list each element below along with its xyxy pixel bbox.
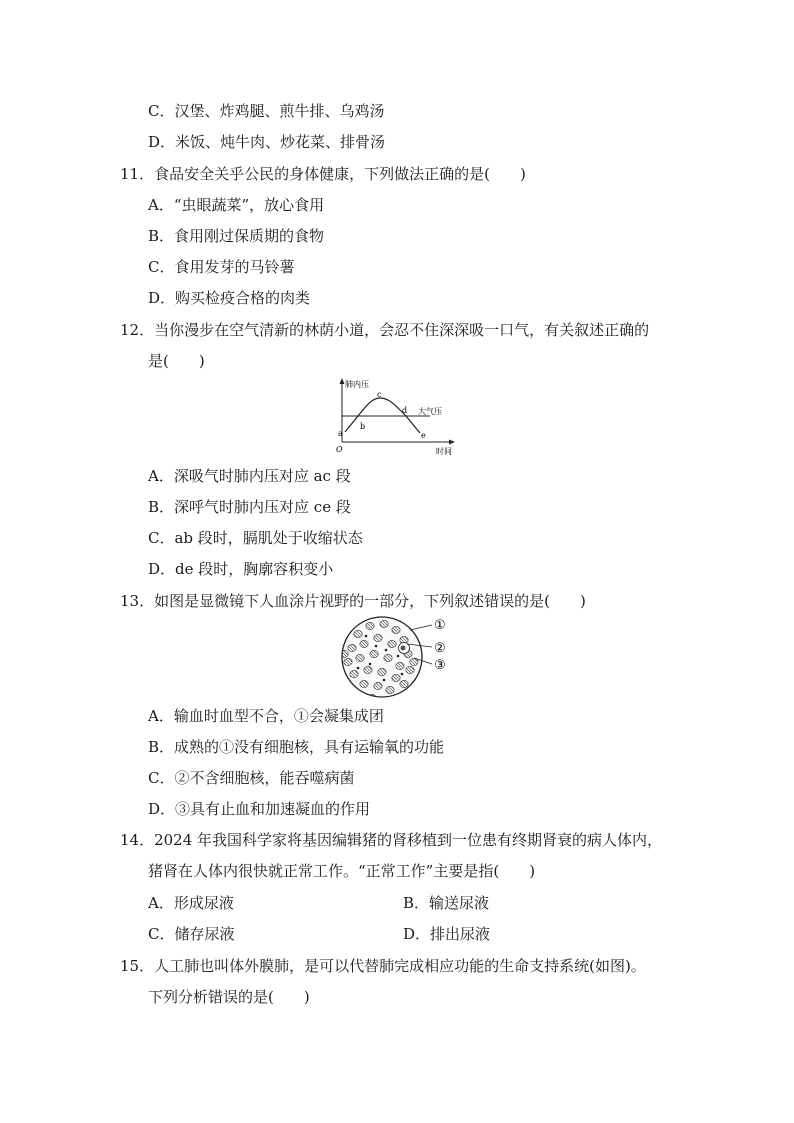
q13-option-b: B．成熟的①没有细胞核，具有运输氧的功能 xyxy=(148,738,445,756)
red-blood-cell xyxy=(392,626,400,633)
q14-option-b: B．输送尿液 xyxy=(403,894,490,912)
white-blood-cell-nucleus xyxy=(401,646,406,651)
point-d: d xyxy=(402,406,408,415)
red-blood-cell xyxy=(374,634,382,641)
x-axis-label: 时间 xyxy=(436,447,452,456)
red-blood-cell xyxy=(348,644,356,651)
q11-option-c: C．食用发芽的马铃薯 xyxy=(148,258,295,276)
red-blood-cell xyxy=(360,640,368,647)
q12-option-a: A．深吸气时肺内压对应 ac 段 xyxy=(148,467,351,485)
q15-stem-line1: 15．人工肺也叫体外膜肺，是可以代替肺完成相应功能的生命支持系统(如图)。 xyxy=(120,957,646,975)
point-e: e xyxy=(421,431,426,440)
red-blood-cell xyxy=(406,666,414,673)
point-a: a xyxy=(338,429,343,438)
platelet xyxy=(401,673,404,676)
label-3: ③ xyxy=(434,658,446,673)
red-blood-cell xyxy=(410,658,418,665)
origin-label: O xyxy=(336,445,343,454)
q14-option-c: C．储存尿液 xyxy=(148,925,235,943)
q13-option-c: C．②不含细胞核，能吞噬病菌 xyxy=(148,769,355,787)
red-blood-cell xyxy=(400,680,408,687)
red-blood-cell xyxy=(384,654,392,661)
point-b: b xyxy=(360,422,366,431)
q14-stem-line1: 14．2024 年我国科学家将基因编辑猪的肾移植到一位患有终期肾衰的病人体内， xyxy=(120,831,663,849)
q13-option-a: A．输血时血型不合，①会凝集成团 xyxy=(148,707,384,725)
q13-option-d: D．③具有止血和加速凝血的作用 xyxy=(148,800,371,818)
q10-option-c: C．汉堡、炸鸡腿、煎牛排、乌鸡汤 xyxy=(148,102,385,120)
red-blood-cell xyxy=(366,622,374,629)
red-blood-cell xyxy=(364,666,372,673)
red-blood-cell xyxy=(354,630,362,637)
red-blood-cell xyxy=(340,650,348,657)
red-blood-cell xyxy=(392,674,400,681)
lung-pressure-graph xyxy=(330,376,460,458)
blood-smear-figure xyxy=(340,614,458,700)
red-blood-cell xyxy=(360,680,368,687)
platelet xyxy=(357,667,360,670)
platelet xyxy=(385,649,388,652)
red-blood-cell xyxy=(356,654,364,661)
y-axis-label: 肺内压 xyxy=(345,380,369,389)
platelet xyxy=(365,635,368,638)
q14-stem-line2: 猪肾在人体内很快就正常工作。“正常工作”主要是指( ) xyxy=(148,862,536,880)
q14-option-d: D．排出尿液 xyxy=(403,925,491,943)
red-blood-cell xyxy=(350,670,358,677)
platelet xyxy=(383,679,386,682)
q11-option-d: D．购买检疫合格的肉类 xyxy=(148,289,311,307)
q12-option-c: C．ab 段时，膈肌处于收缩状态 xyxy=(148,529,363,547)
red-blood-cell xyxy=(374,682,382,689)
red-blood-cell xyxy=(388,640,396,647)
platelet xyxy=(397,655,400,658)
point-c: c xyxy=(377,390,382,399)
q12-stem-line1: 12．当你漫步在空气清新的林荫小道，会忍不住深深吸一口气，有关叙述正确的 xyxy=(120,321,650,339)
red-blood-cell xyxy=(386,686,394,693)
q13-stem: 13．如图是显微镜下人血涂片视野的一部分，下列叙述错误的是( ) xyxy=(120,592,586,610)
platelet xyxy=(375,645,378,648)
q12-option-d: D．de 段时，胸廓容积变小 xyxy=(148,560,334,578)
red-blood-cell xyxy=(344,658,352,665)
red-blood-cell xyxy=(378,668,386,675)
red-blood-cell xyxy=(380,620,388,627)
red-blood-cell xyxy=(396,662,404,669)
q12-stem-line2: 是( ) xyxy=(148,352,205,370)
label-1: ① xyxy=(434,618,446,633)
q12-option-b: B．深呼气时肺内压对应 ce 段 xyxy=(148,498,351,516)
q15-stem-line2: 下列分析错误的是( ) xyxy=(148,988,310,1006)
red-blood-cell xyxy=(370,650,378,657)
q14-option-a: A．形成尿液 xyxy=(148,894,234,912)
q11-stem: 11．食品安全关乎公民的身体健康，下列做法正确的是( ) xyxy=(120,165,526,183)
red-blood-cell xyxy=(382,698,390,700)
atmospheric-label: 大气压 xyxy=(418,407,442,416)
q11-option-b: B．食用刚过保质期的食物 xyxy=(148,227,325,245)
q11-option-a: A．“虫眼蔬菜”，放心食用 xyxy=(148,196,325,214)
label-2: ② xyxy=(434,641,446,656)
platelet xyxy=(369,663,372,666)
q10-option-d: D．米饭、炖牛肉、炒花菜、排骨汤 xyxy=(148,133,386,151)
